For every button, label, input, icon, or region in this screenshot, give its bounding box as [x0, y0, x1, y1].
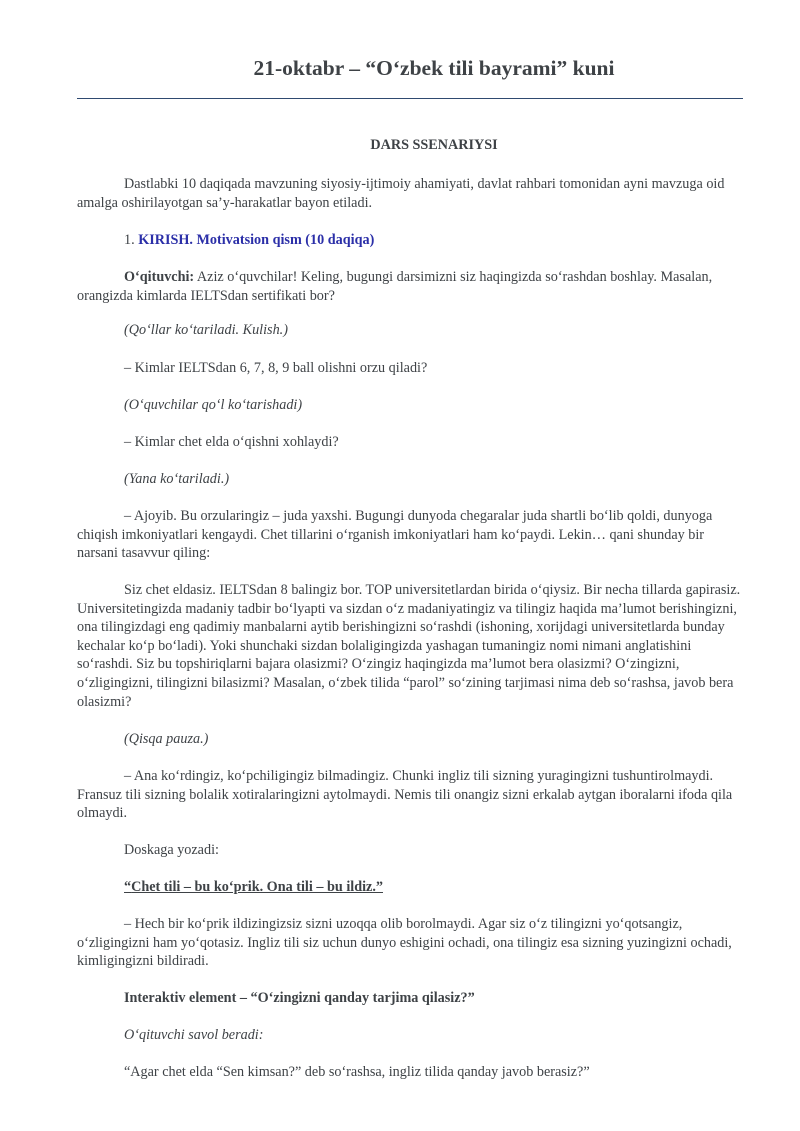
final-question: “Agar chet elda “Sen kimsan?” deb so‘rashsa, ingliz tilida qanday javob berasiz?” — [124, 1064, 590, 1080]
ajoyib-paragraph: – Ajoyib. Bu orzularingiz – juda yaxshi. Bugungi dunyoda chegaralar juda shartli bo‘lib qoldi, dunyoga chiqish imkoniyatlari kengaydi. Chet tillarini o‘rganish imkoniyatlari ham ko‘paydi. Lekin… qani shunday bir narsani tasavvur qiling: — [77, 508, 713, 562]
title-divider — [77, 98, 743, 99]
intro-paragraph: Dastlabki 10 daqiqada mavzuning siyosiy-ijtimoiy ahamiyati, davlat rahbari tomonidan ayni mavzuga oid amalga oshirilayotgan sa’y-harakatlar bayon etiladi. — [77, 176, 725, 211]
quote-text: Chet tili – bu ko‘prik. Ona tili – bu ildiz.” — [131, 879, 383, 895]
teacher-asks: O‘qituvchi savol beradi: — [124, 1027, 264, 1043]
interactive-heading: Interaktiv element – “O‘zingizni qanday tarjima qilasiz?” — [124, 990, 475, 1006]
ana-paragraph: – Ana ko‘rdingiz, ko‘pchiligingiz bilmadingiz. Chunki ingliz tili sizning yuragingizni tushuntirolmaydi. Fransuz tili sizning bolalik xotiralaringizni aytolmaydi. Nemis tili onangiz sizni erkalab aytgan iboralarni ifoda qila olmaydi. — [77, 768, 733, 822]
teacher-label: O‘qituvchi: — [124, 269, 195, 285]
board-note: Doskaga yozadi: — [124, 842, 219, 858]
stage-direction-2: (O‘quvchilar qo‘l ko‘tarishadi) — [124, 397, 303, 413]
stage-direction-1: (Qo‘llar ko‘tariladi. Kulish.) — [124, 322, 288, 338]
section-subtitle: DARS SSENARIYSI — [370, 137, 498, 153]
section-title: KIRISH. Motivatsion qism (10 daqiqa) — [138, 232, 375, 248]
quote-open-mark: “ — [124, 879, 132, 895]
question-2: – Kimlar chet elda o‘qishni xohlaydi? — [124, 434, 339, 450]
teacher-text: Aziz o‘quvchilar! Keling, bugungi darsimizni siz haqingizda so‘rashdan boshlay. Masalan, orangizda kimlarda IELTSdan sertifikati bor? — [77, 269, 713, 304]
question-1: – Kimlar IELTSdan 6, 7, 8, 9 ball olishni orzu qiladi? — [124, 360, 428, 376]
hech-paragraph: – Hech bir ko‘prik ildizingizsiz sizni uzoqqa olib borolmaydi. Agar siz o‘z tilingizni yo‘qotsangiz, o‘zligingizni ham yo‘qotasiz. Ingliz tili siz uchun dunyo eshigini ochadi, ona tilingiz esa sizning yuzingizni ochadi, kimligingizni bildiradi. — [77, 916, 732, 970]
board-quote — [124, 878, 383, 897]
scenario-paragraph: Siz chet eldasiz. IELTSdan 8 balingiz bor. TOP universitetlardan birida o‘qiysiz. Bir necha tillarda gapirasiz. Universitetingizda madaniy tadbir bo‘lyapti va sizdan o‘z madaniyatingiz va tilingiz haqida ma’lumot berishingizni, ona tilingizdagi eng qadimiy manbalarni aytib berishingizni so‘rashdi (ishoning, xorijdagi universitetlarda bunday kechalar ko‘p bo‘ladi). Yoki shunchaki sizdan bolaligingizda yashagan tumaningiz nomi nimani anglatishini so‘rashdi. Siz bu topshiriqlarni bajara olasizmi? O‘zingiz haqingizda ma’lumot bera olasizmi? O‘zingizni, o‘zligingizni, tilingizni bilasizmi? Masalan, o‘zbek tilida “parol” so‘zining tarjimasi nima deb so‘rashsa, javob bera olasizmi? — [77, 582, 741, 710]
stage-direction-4: (Qisqa pauza.) — [124, 731, 209, 747]
teacher-paragraph — [77, 268, 743, 305]
page-title: 21-oktabr – “O‘zbek tili bayrami” kuni — [253, 56, 615, 80]
section-heading — [124, 231, 374, 250]
stage-direction-3: (Yana ko‘tariladi.) — [124, 471, 230, 487]
section-number: 1. — [124, 232, 135, 248]
